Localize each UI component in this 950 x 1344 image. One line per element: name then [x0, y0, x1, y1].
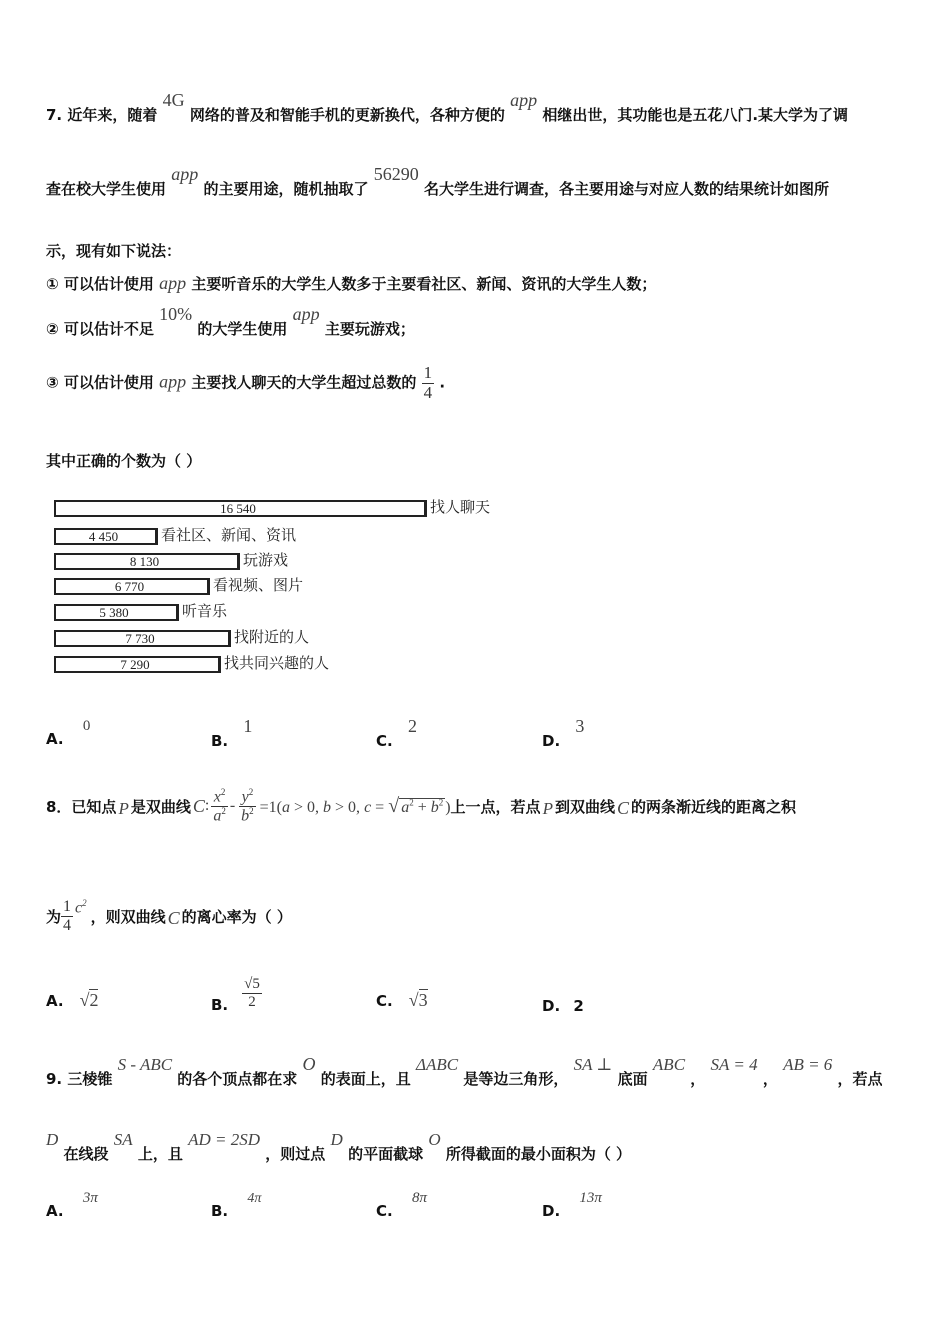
- fraction-y2-b2: $\frac{y^2}{b^2}$: [241, 786, 254, 824]
- q7-option-c[interactable]: C. 2: [376, 716, 417, 750]
- bar-value-label: 7 290: [120, 657, 150, 672]
- q9-option-d[interactable]: D. 13π: [542, 1190, 602, 1220]
- q9-option-b[interactable]: B. 4π: [211, 1191, 262, 1220]
- bar-category-label: 玩游戏: [243, 551, 289, 569]
- q8-option-a[interactable]: A. √2: [46, 990, 99, 1010]
- q8-line1: 8．已知点 P 是双曲线 C : $\frac{x^2}{a^2}$ - $\frac{y^2}{b^2}$ =1(a > 0, b > 0, c = √ $a^2 + b^2$ ) 上一点，若点 P 到双曲线 C 的两条渐近线的距离之积: [46, 786, 796, 824]
- bar-category-label: 看视频、图片: [213, 576, 304, 594]
- q7-statement-2: ② 可以估计不足 10% 的大学生使用 app 主要玩游戏；: [46, 304, 415, 338]
- q9-line1: 9. 三棱锥 S - ABC 的各个顶点都在求 O 的表面上，且 ΔABC 是等边三角形， SA ⊥ 底面 ABC ， SA = 4 ， AB = 6 ，若点: [46, 1054, 883, 1088]
- q7-option-d[interactable]: D. 3: [542, 716, 585, 750]
- q8-option-c[interactable]: C. √3: [376, 990, 428, 1010]
- q7-option-a[interactable]: A. 0: [46, 718, 91, 748]
- bar-category-label: 找人聊天: [430, 498, 491, 516]
- fraction-one-quarter: $\frac{1}{4}$: [423, 363, 433, 402]
- bar-value-label: 4 450: [88, 529, 119, 544]
- q8-option-b[interactable]: B. $\frac{√5}{2}$: [211, 976, 260, 1014]
- usage-bar-chart: [46, 492, 516, 684]
- q7-statement-3: ③ 可以估计使用 app 主要找人聊天的大学生超过总数的 $\frac{1}{4}$ .: [46, 363, 446, 402]
- fraction-x2-a2: $\frac{x^2}{a^2}$: [213, 786, 226, 824]
- bar-category-label: 找共同兴趣的人: [224, 654, 330, 672]
- q9-option-c[interactable]: C. 8π: [376, 1190, 427, 1220]
- bar-value-label: 7 730: [125, 631, 155, 646]
- q7-statement-1: ① 可以估计使用 app 主要听音乐的大学生人数多于主要看社区、新闻、资讯的大学生人数；: [46, 273, 657, 293]
- q8-option-d[interactable]: D. 2: [542, 997, 584, 1015]
- bar-value-label: 6 770: [114, 579, 145, 594]
- q7-line2: 查在校大学生使用 app 的主要用途，随机抽取了 56290 名大学生进行调查，各主要用途与对应人数的结果统计如图所: [46, 164, 829, 198]
- q7-line3: 示，现有如下说法：: [46, 242, 182, 260]
- bar-value-label: 5 380: [99, 605, 129, 620]
- bar-category-label: 找附近的人: [234, 628, 310, 646]
- bar-category-label: 听音乐: [182, 602, 228, 620]
- bar-category-label: 看社区、新闻、资讯: [161, 526, 297, 544]
- q7-option-b[interactable]: B. 1: [211, 716, 253, 750]
- bar-value-label: 8 130: [129, 554, 160, 569]
- q9-line2: D 在线段 SA 上，且 AD = 2SD ，则过点 D 的平面截球 O 所得截面的最小面积为（ ）: [46, 1130, 632, 1163]
- q7-question: 其中正确的个数为（ ）: [46, 452, 202, 470]
- fraction-one-quarter: $\frac{1}{4}$: [63, 897, 72, 934]
- q7-line1: 7. 近年来，随着 4G 网络的普及和智能手机的更新换代，各种方便的 app 相继出世，其功能也是五花八门.某大学为了调: [46, 90, 849, 124]
- bar-value-label: 16 540: [220, 501, 256, 516]
- q8-line2: 为 $\frac{1}{4}$ $c^2$ ，则双曲线 C 的离心率为（ ）: [46, 897, 292, 934]
- q9-option-a[interactable]: A. 3π: [46, 1190, 98, 1220]
